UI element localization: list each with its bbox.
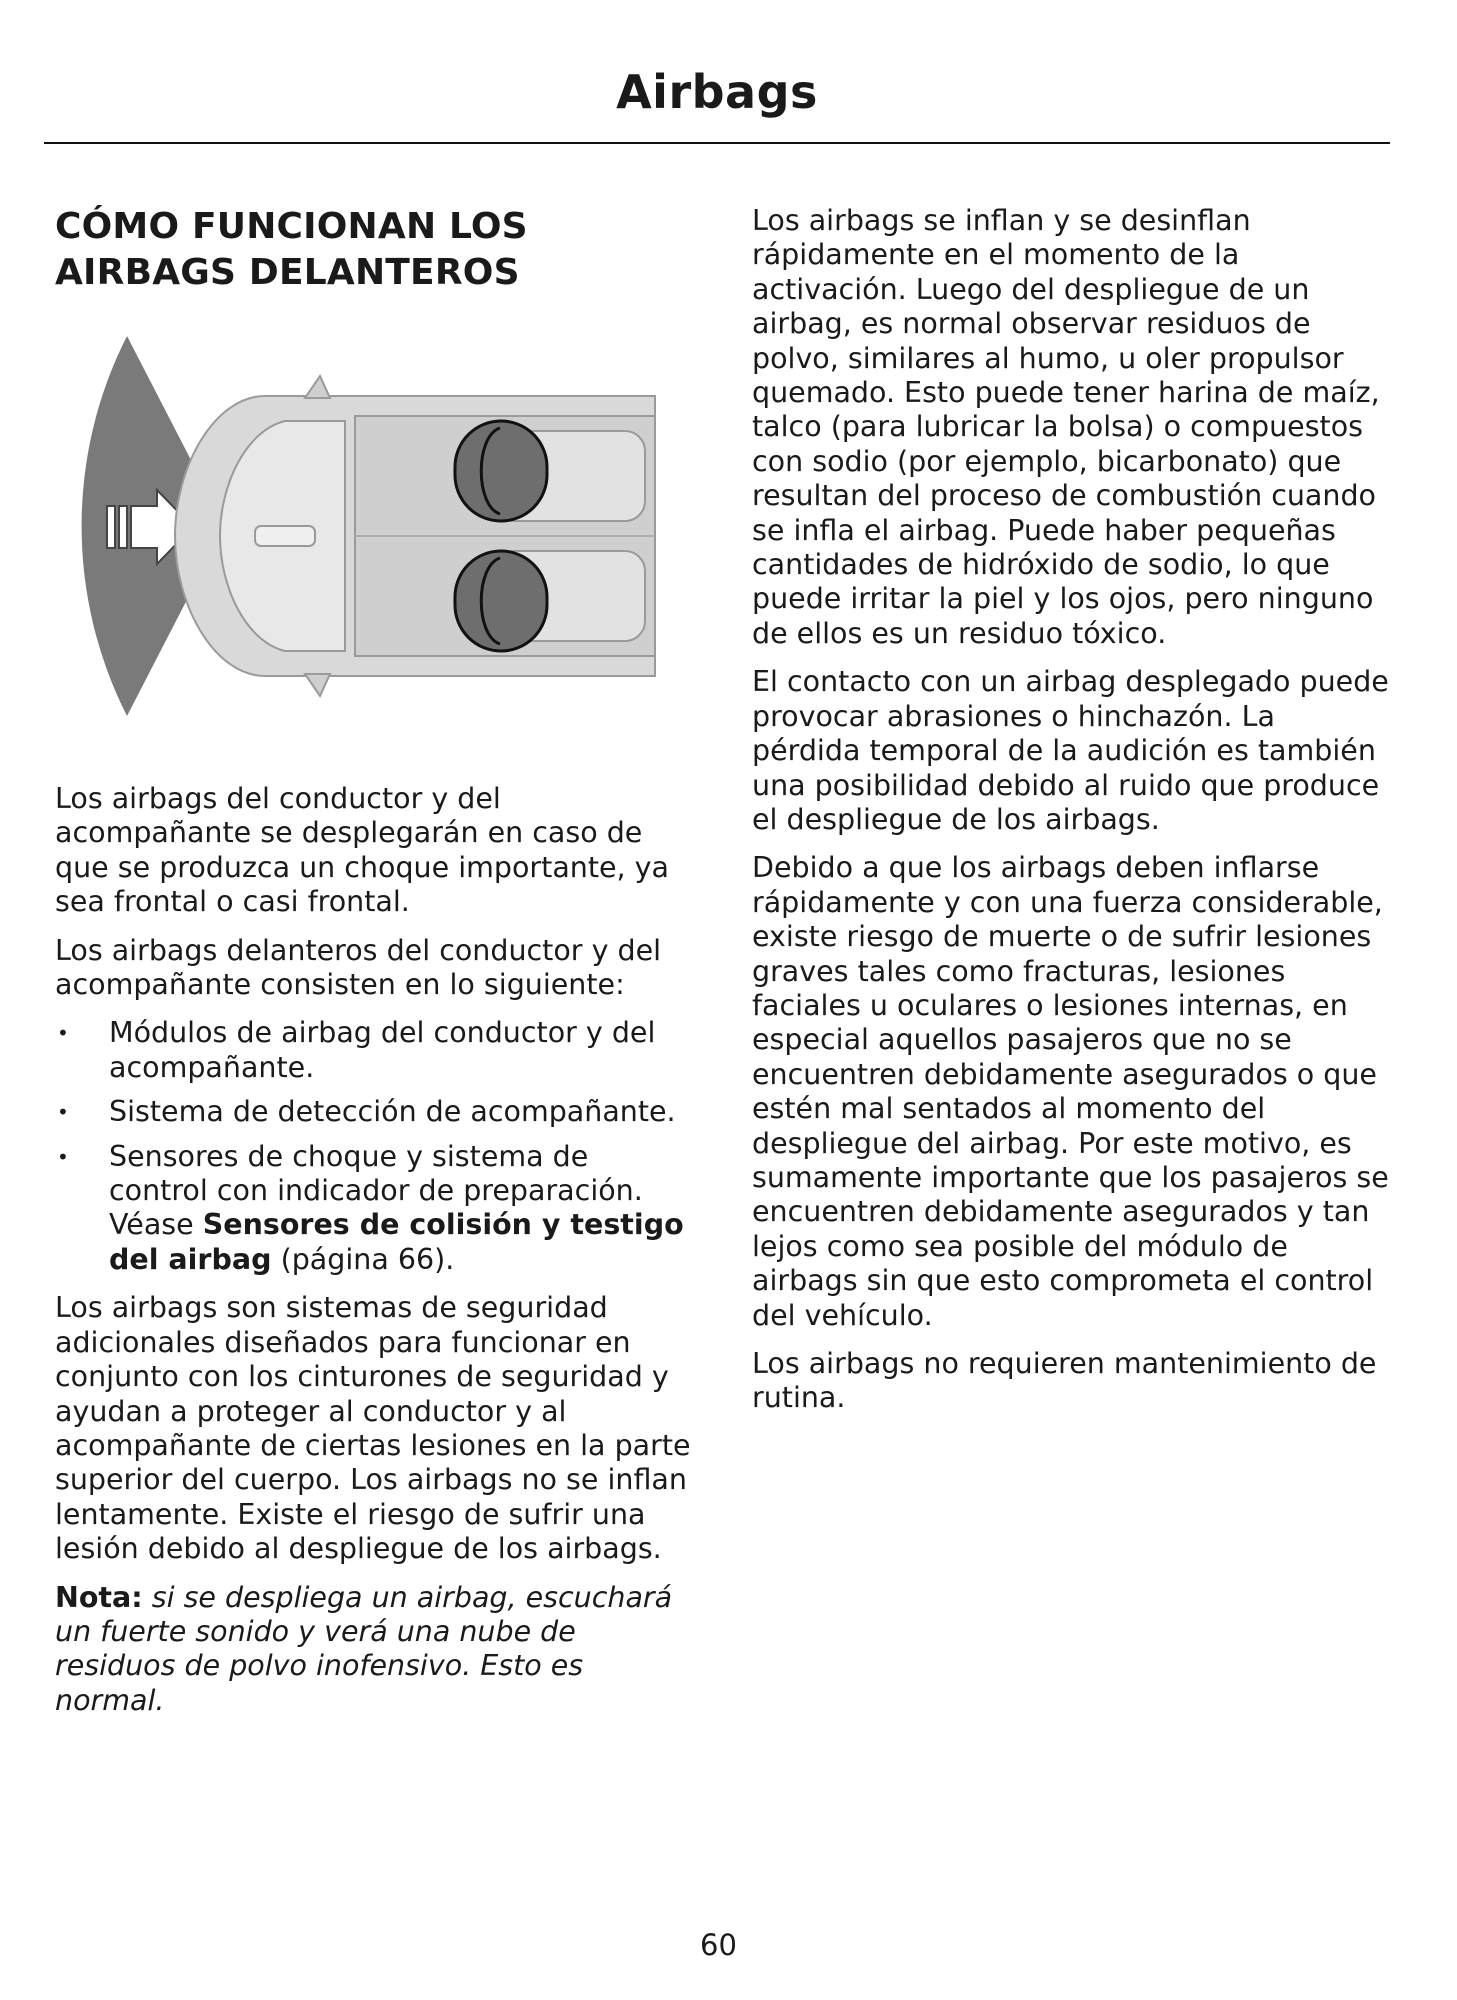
cross-reference-link[interactable]: Sensores de colisión y testigo del airbag	[109, 1208, 684, 1276]
page-header	[44, 62, 1390, 144]
car-top-view-diagram	[55, 336, 675, 736]
paragraph-components-intro: Los airbags delanteros del conductor y del acompañante consisten en lo siguiente:	[55, 933, 662, 1002]
bullet-symbol: •	[57, 1100, 69, 1125]
car-body	[175, 376, 655, 696]
passenger-airbag	[455, 551, 547, 651]
front-airbags-illustration	[55, 336, 675, 736]
paragraph-injury-risk: Debido a que los airbags deben inflarse rápidamente y con una fuerza considerable, existe riesgo de muerte o de sufrir lesiones graves tales como fracturas, lesiones faciales u oculares o lesiones internas, en especial aquellos pasajeros que no se encuentren debidamente asegurados o que estén mal sentados al momento del despliegue del airbag. Por este motivo, es sumamente importante que los pasajeros se encuentren debidamente asegurados y tan lejos como sea posible del módulo de airbags sin que esto comprometa el control del vehículo.	[752, 851, 1389, 1332]
bullet-symbol: •	[57, 1021, 69, 1046]
paragraph-inflation-residue: Los airbags se inflan y se desinflan rápidamente en el momento de la activación. Luego del despliegue de un airbag, es normal observar residuos de polvo, similares al humo, u oler propulsor quemado. Esto puede tener harina de maíz, talco (para lubricar la bolsa) o compuestos con sodio (por ejemplo, bicarbonato) que resultan del proceso de combustión cuando se infla el airbag. Puede haber pequeñas cantidades de hidróxido de sodio, lo que puede irritar la piel y los ojos, pero ninguno de ellos es un residuo tóxico.	[752, 204, 1380, 650]
paragraph-deployment-conditions: Los airbags del conductor y del acompañante se desplegarán en caso de que se produzca un choque importante, ya sea frontal o casi frontal.	[55, 782, 670, 919]
note-text: si se despliega un airbag, escuchará un fuerte sonido y verá una nube de residuos de polvo inofensivo. Esto es normal.	[55, 1580, 673, 1717]
page-number: 60	[700, 1928, 737, 1962]
list-item: • Sensores de choque y sistema de control con indicador de preparación. Véase Sensores de colisión y testigo del airbag (página 66).	[57, 1139, 684, 1276]
note-label: Nota:	[55, 1580, 143, 1614]
page-title: Airbags	[616, 65, 818, 119]
bullet-symbol: •	[57, 1144, 69, 1169]
left-column	[55, 204, 695, 1732]
right-column	[752, 204, 1392, 1430]
paragraph-maintenance: Los airbags no requieren mantenimiento de rutina.	[752, 1347, 1377, 1415]
components-list	[55, 1016, 695, 1277]
note-paragraph	[55, 1581, 695, 1719]
section-title	[55, 204, 695, 296]
section-title-line2: AIRBAGS DELANTEROS	[55, 252, 520, 293]
driver-airbag	[455, 421, 547, 521]
section-title-line1: CÓMO FUNCIONAN LOS	[55, 206, 528, 247]
list-item: • Sistema de detección de acompañante.	[57, 1095, 676, 1129]
paragraph-supplementary-systems: Los airbags son sistemas de seguridad adicionales diseñados para funcionar en conjunto con los cinturones de seguridad y ayudan a proteger al conductor y al acompañante de ciertas lesiones en la parte superior del cuerpo. Los airbags no se inflan lentamente. Existe el riesgo de sufrir una lesión debido al despliegue de los airbags.	[55, 1291, 691, 1566]
paragraph-contact-effects: El contacto con un airbag desplegado puede provocar abrasiones o hinchazón. La pérdida temporal de la audición es también una posibilidad debido al ruido que produce el despliegue de los airbags.	[752, 665, 1389, 836]
cross-reference-page: (página 66).	[280, 1242, 455, 1276]
list-item: • Módulos de airbag del conductor y del acompañante.	[57, 1016, 656, 1084]
